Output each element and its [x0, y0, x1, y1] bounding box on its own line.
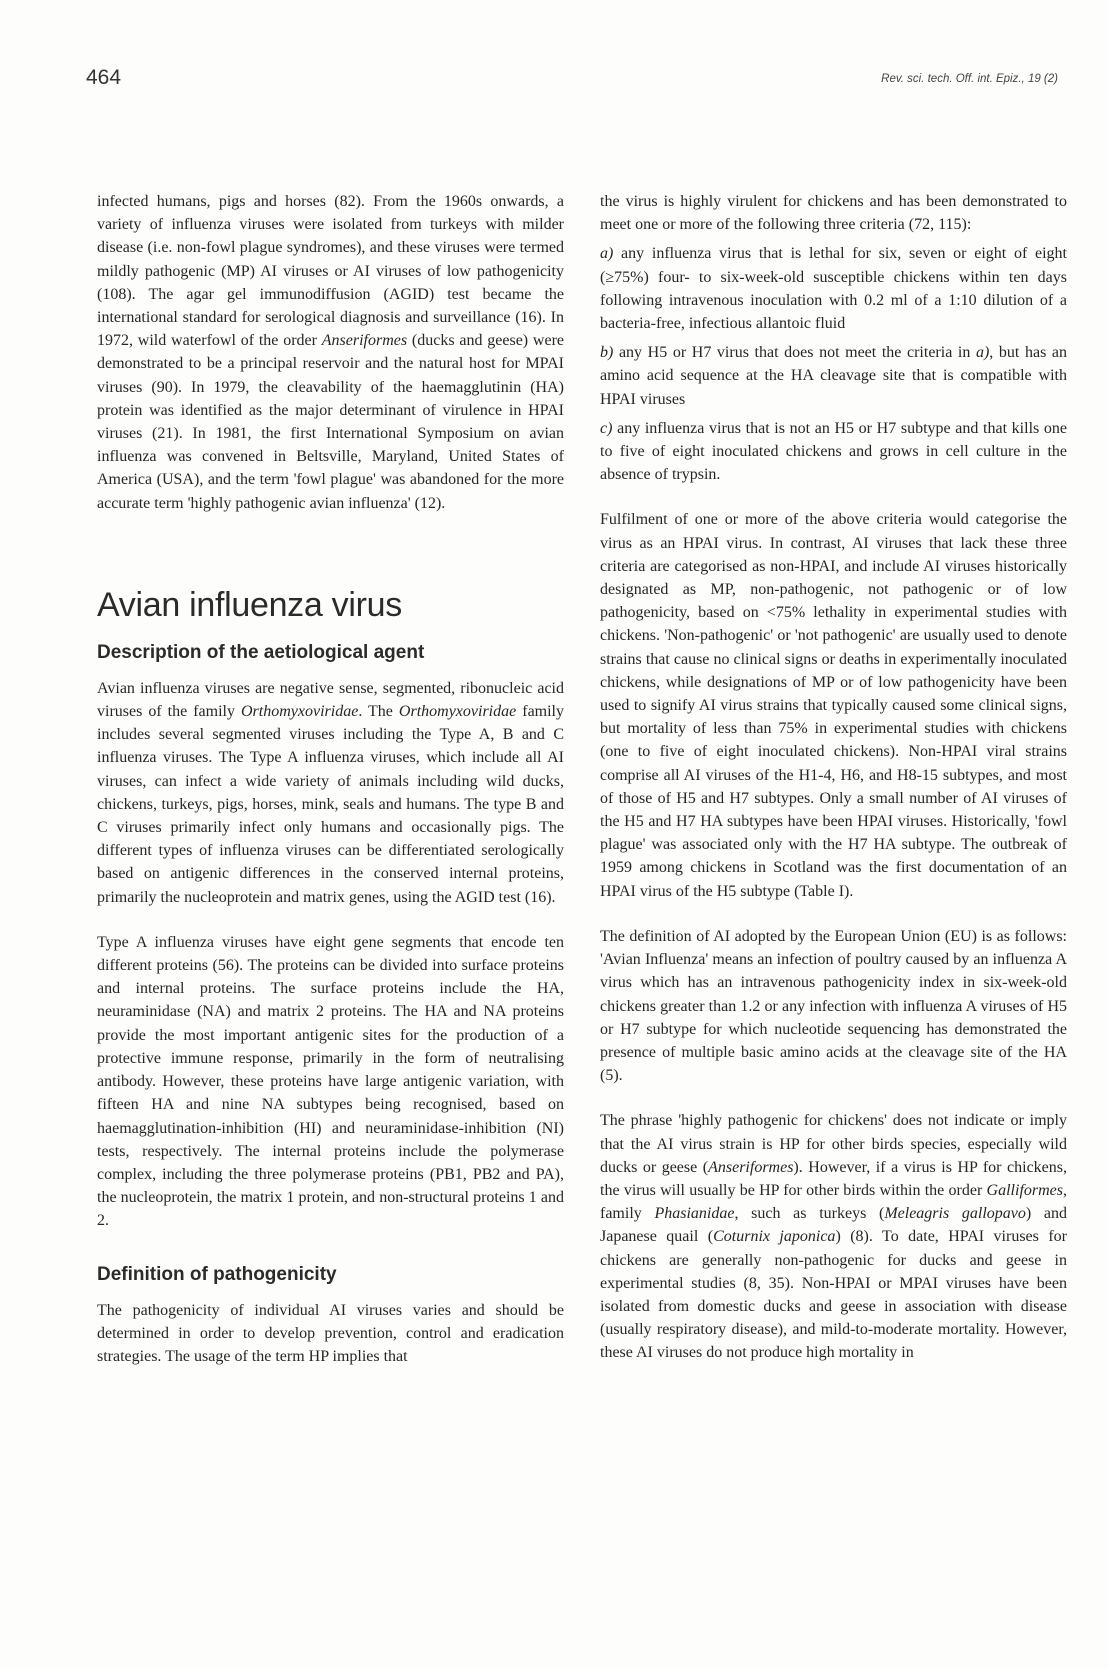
- section-title: Avian influenza virus: [97, 585, 402, 624]
- left-column: [97, 190, 564, 1368]
- paragraph-gene-segments: Type A influenza viruses have eight gene segments that encode ten different proteins (56). The proteins can be divided into surface proteins and internal proteins. The surface proteins include the HA, neuraminidase (NA) and matrix 2 proteins. The HA and NA proteins provide the most important antigenic sites for the production of a protective immune response, primarily in the form of neutralising antibody. However, these proteins have large antigenic variation, with fifteen HA and nine NA subtypes being recognised, based on haemagglutination-inhibition (HI) and neuraminidase-inhibition (NI) tests, respectively. The internal proteins include the polymerase complex, including the three polymerase proteins (PB1, PB2 and PA), the nucleoprotein, the matrix 1 protein, and non-structural proteins 1 and 2.: [97, 933, 564, 1230]
- paragraph-criteria-intro: the virus is highly virulent for chickens and has been demonstrated to meet one or more of the following three criteria (72, 115):: [600, 193, 1067, 234]
- criterion-c: c) any influenza virus that is not an H5 or H7 subtype and that kills one to five of eight inoculated chickens and grows in cell culture in the absence of trypsin.: [600, 419, 1067, 484]
- paragraph-host-range: The phrase 'highly pathogenic for chickens' does not indicate or imply that the AI virus strain is HP for other birds species, especially wild ducks or geese (Anseriformes). However, if a virus is HP for chickens, the virus will usually be HP for other birds within the order Galliformes, family Phasianidae, such as turkeys (Meleagris gallopavo) and Japanese quail (Coturnix japonica) (8). To date, HPAI viruses for chickens are generally non-pathogenic for ducks and geese in experimental studies (8, 35). Non-HPAI or MPAI viruses have been isolated from domestic ducks and geese in association with disease (usually respiratory disease), and mild-to-moderate mortality. However, these AI viruses do not produce high mortality in: [600, 1112, 1068, 1362]
- paragraph-eu-definition: The definition of AI adopted by the European Union (EU) is as follows: 'Avian Influenza' means an infection of poultry caused by an influenza A virus which has an intravenous pathogenicity index in six-week-old chickens greater than 1.2 or any infection with influenza A viruses of H5 or H7 subtype for which nucleotide sequencing has demonstrated the presence of multiple basic amino acids at the cleavage site of the HA (5).: [600, 927, 1067, 1085]
- criterion-a: a) any influenza virus that is lethal for six, seven or eight of eight (≥75%) four- to six-week-old susceptible chickens within ten days following intravenous inoculation with 0.2 ml of a 1:10 dilution of a bacteria-free, infectious allantoic fluid: [600, 245, 1067, 333]
- criterion-b: b) any H5 or H7 virus that does not meet the criteria in a), but has an amino acid sequence at the HA cleavage site that is compatible with HPAI viruses: [600, 344, 1068, 408]
- subsection-title-pathogenicity: Definition of pathogenicity: [97, 1263, 337, 1285]
- right-column: [600, 190, 1067, 1365]
- paragraph-description: Avian influenza viruses are negative sense, segmented, ribonucleic acid viruses of the family Orthomyxoviridae. The Orthomyxoviridae family includes several segmented viruses including the Type A, B and C influenza viruses. The Type A influenza viruses, which include all AI viruses, can infect a wide variety of animals including wild ducks, chickens, turkeys, pigs, horses, mink, seals and humans. The type B and C viruses primarily infect only humans and occasionally pigs. The different types of influenza viruses can be differentiated serologically based on antigenic differences in the conserved internal proteins, primarily the nucleoprotein and matrix genes, using the AGID test (16).: [97, 679, 565, 906]
- paragraph-pathogenicity: The pathogenicity of individual AI viruses varies and should be determined in order to develop prevention, control and eradication strategies. The usage of the term HP implies that: [97, 1301, 564, 1365]
- paragraph-history: infected humans, pigs and horses (82). From the 1960s onwards, a variety of influenza viruses were isolated from turkeys with milder disease (i.e. non-fowl plague syndromes), and these viruses were termed mildly pathogenic (MP) AI viruses or AI viruses of low pathogenicity (108). The agar gel immunodiffusion (AGID) test became the international standard for serological diagnosis and surveillance (16). In 1972, wild waterfowl of the order Anseriformes (ducks and geese) were demonstrated to be a principal reservoir and the natural host for MPAI viruses (90). In 1979, the cleavability of the haemagglutinin (HA) protein was identified as the major determinant of virulence in HPAI viruses (21). In 1981, the first International Symposium on avian influenza was convened in Beltsville, Maryland, United States of America (USA), and the term 'fowl plague' was abandoned for the more accurate term 'highly pathogenic avian influenza' (12).: [97, 193, 565, 512]
- subsection-title-aetiological-agent: Description of the aetiological agent: [97, 641, 425, 663]
- journal-reference: Rev. sci. tech. Off. int. Epiz., 19 (2): [881, 73, 1058, 85]
- paragraph-classification: Fulfilment of one or more of the above criteria would categorise the virus as an HPAI virus. In contrast, AI viruses that lack these three criteria are categorised as non-HPAI, and include AI viruses historically designated as MP, non-pathogenic, not pathogenic or of low pathogenicity, based on <75% lethality in experimental studies with chickens. 'Non-pathogenic' or 'not pathogenic' are usually used to denote strains that cause no clinical signs or deaths in experimentally inoculated chickens, while designations of MP or of low pathogenicity have been used to signify AI virus strains that typically caused some clinical signs, but mortality of less than 75% in experimental studies with chickens (one to five of eight inoculated chickens). Non-HPAI viral strains comprise all AI viruses of the H1-4, H6, and H8-15 subtypes, and most of those of H5 and H7 subtypes. Only a small number of AI viruses of the H5 and H7 HA subtypes have been HPAI viruses. Historically, 'fowl plague' was associated only with the H7 HA subtype. The outbreak of 1959 among chickens in Scotland was the first documentation of an HPAI virus of the H5 subtype (Table I).: [600, 511, 1067, 900]
- page-number: 464: [86, 66, 122, 89]
